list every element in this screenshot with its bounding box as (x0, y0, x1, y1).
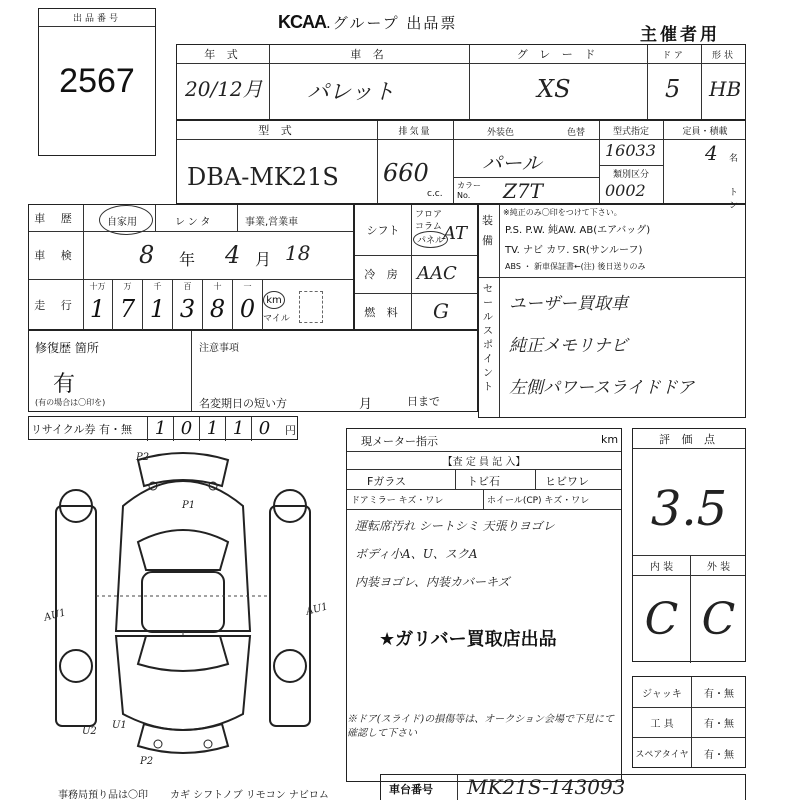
meter-label: 現メーター指示 (361, 435, 438, 448)
class-value: 0002 (605, 181, 646, 200)
ac-label: 冷 房 (364, 268, 402, 281)
mileage-cell (233, 279, 263, 331)
sales-point-2: 純正メモリナビ (509, 336, 628, 356)
organizer-label: 主催者用 (640, 25, 720, 45)
mileage-digit: 1 (89, 295, 106, 323)
recycle-label: リサイクル券 有・無 (31, 423, 132, 436)
mark-au1-left: AU1 (42, 607, 68, 624)
row4-box (28, 330, 478, 412)
hibi-label: ヒビワレ (545, 475, 589, 488)
shaku-month-unit: 月 (255, 250, 272, 269)
shaku-label: 車 検 (34, 249, 78, 262)
recycle-digit: 1 (147, 417, 173, 441)
mileage-cell (173, 279, 203, 331)
exterior-value: C (701, 593, 736, 645)
recycle-unit: 円 (285, 424, 296, 437)
mark-p2-top: P2 (136, 452, 150, 463)
disp-value: 660 (383, 159, 429, 187)
mileage-digit: 1 (149, 295, 166, 323)
mileage-check-box (299, 291, 323, 323)
diagram-front-glass (138, 530, 228, 570)
mileage-unit-label: 一 (243, 282, 252, 291)
sales-point-1: ユーザー買取車 (509, 294, 628, 314)
mileage-unit-label: 十万 (89, 282, 106, 291)
capacity-value: 4 (705, 141, 718, 165)
diagram-rear-glass (138, 636, 228, 671)
fuel-value: G (433, 299, 449, 323)
shift-panel: パネル (413, 231, 448, 248)
recycle-digit: 1 (225, 417, 251, 441)
chassis-box (380, 774, 746, 800)
recycle-box (28, 416, 298, 440)
color-label: 外装色 (487, 128, 515, 138)
tools-value: 有・無 (704, 718, 734, 730)
history-business: 事業,営業車 (245, 217, 299, 228)
held-label: 事務局預り品は〇印 (58, 790, 148, 801)
equip-line1: P.S. P.W. 純AW. AB(エアバッグ) (505, 225, 651, 236)
diagram-wheel-rl (60, 650, 92, 682)
mileage-digit: 0 (239, 295, 256, 323)
rating-value: 3.5 (650, 481, 728, 537)
name-label: 車 名 (350, 48, 388, 61)
row3-right-box (478, 204, 746, 418)
mileage-unit-label: 万 (123, 282, 132, 291)
door-value: 5 (665, 75, 681, 103)
mark-au1-right: AU1 (304, 601, 330, 618)
name-value: パレット (307, 80, 395, 105)
mileage-digit: 7 (119, 295, 136, 323)
mileage-unit-label: 十 (213, 282, 222, 291)
sales-label: セールスポイント (483, 284, 493, 393)
ton-unit: トン (729, 188, 739, 211)
form-title (278, 12, 457, 33)
mileage-unit-label: 千 (153, 282, 162, 291)
mileage-km: km (263, 291, 285, 309)
equip-line2: TV. ナビ カワ. SR(サンルーフ) (505, 245, 643, 256)
repair-label: 修復歴 箇所 (35, 341, 99, 355)
shift-value: AT (443, 223, 468, 244)
equip-line3: ABS ・ 新車保証書←(注) 後日送りのみ (505, 262, 646, 271)
exterior-label: 外 装 (706, 561, 731, 573)
meter-unit: km (601, 433, 619, 446)
title-rest: .グループ 出品票 (326, 14, 458, 32)
meter-box (346, 428, 622, 782)
shaku-year: 8 (139, 241, 155, 269)
frame-note: ※ドア(スライド)の損傷等は、オークション会場で下見にて確認して下さい (347, 714, 615, 739)
capacity-label: 定員・積載 (682, 126, 728, 137)
interior-label: 内 装 (649, 561, 674, 573)
equip-note: ※純正のみ〇印をつけて下さい。 (503, 208, 622, 217)
model-value: DBA-MK21S (187, 163, 339, 191)
remark-2: ボディ小A、U、スクA (355, 547, 478, 561)
spare-value: 有・無 (704, 749, 734, 761)
rating-label: 評 価 点 (633, 429, 745, 449)
remark-1: 運転席汚れ シートシミ 天張りヨゴレ (355, 519, 555, 533)
mileage-cells (83, 279, 263, 331)
disp-unit: c.c. (427, 189, 443, 199)
ac-value: AAC (417, 263, 457, 284)
diagram-body-bottom (116, 636, 250, 730)
gulliver-banner: ★ガリバー買取店出品 (379, 629, 557, 650)
repair-value: 有 (53, 372, 76, 397)
year-value: 20/12月 (185, 77, 263, 101)
color-value: パール (482, 151, 542, 175)
mark-p1-top: P1 (182, 500, 196, 511)
mileage-cell (203, 279, 233, 331)
month-label: 月 (359, 397, 373, 412)
shaku-year-unit: 年 (179, 250, 196, 269)
day-label: 日まで (407, 395, 440, 408)
mileage-digit: 3 (179, 295, 196, 323)
history-private: 自家用 (107, 217, 137, 228)
spare-label: スペアタイヤ (635, 749, 689, 760)
color-no-value: Z7T (503, 179, 543, 203)
recycle-digit: 0 (173, 417, 199, 441)
history-label: 車 歴 (34, 212, 78, 225)
shaku-month: 4 (225, 241, 241, 269)
grade-label: グ レ ー ド (516, 48, 600, 61)
recycle-cells (147, 417, 281, 441)
fglass-label: Fガラス (367, 475, 406, 488)
type-spec-label: 型式指定 (612, 126, 649, 137)
type-spec-value: 16033 (605, 141, 656, 160)
remark-3: 内装ヨゴレ、内装カバーキズ (355, 575, 510, 589)
shift-floor: フロア (415, 210, 443, 220)
chassis-value: MK21S-143093 (467, 775, 626, 799)
jack-value: 有・無 (704, 688, 734, 700)
diagram-wheel-rr (274, 650, 306, 682)
mileage-label: 走 行 (34, 299, 78, 312)
lot-number-label: 出品番号 (39, 9, 155, 27)
door-label: ドア (662, 50, 686, 61)
mark-u1: U1 (112, 720, 127, 731)
equip-label: 装備 (482, 214, 493, 247)
wheel-label: ホイール(CP) キズ・ワレ (487, 496, 590, 506)
grade-value: XS (537, 75, 571, 103)
accessories-box (632, 676, 746, 768)
fuel-label: 燃 料 (364, 306, 402, 319)
recycle-digit: 0 (251, 417, 277, 441)
lot-number-value: 2567 (59, 61, 135, 100)
notes-label: 注意事項 (199, 343, 239, 354)
mileage-mile: マイル (263, 314, 290, 324)
held-items: カギ シフトノブ リモコン ナビロム (170, 790, 329, 801)
inspector-label: 【査 定 員 記 入】 (442, 456, 526, 468)
year-label: 年 式 (204, 48, 242, 61)
interior-value: C (644, 593, 679, 645)
diagram-right-side (270, 506, 310, 726)
model-label: 型 式 (258, 124, 296, 137)
mirror-label: ドアミラー キズ・ワレ (351, 496, 444, 506)
sales-point-3: 左側パワースライドドア (509, 378, 695, 398)
disp-label: 排気量 (398, 126, 432, 137)
recycle-digit: 1 (199, 417, 225, 441)
mark-u2: U2 (82, 726, 97, 737)
tobi-label: トビ石 (467, 475, 500, 488)
color-change-label: 色替 (567, 128, 586, 138)
title-logo: KCAA (278, 12, 326, 32)
mileage-cell (113, 279, 143, 331)
capacity-unit: 名 (729, 154, 739, 164)
shift-label: シフト (366, 224, 400, 237)
shift-column: コラム (415, 222, 442, 232)
diagram-roof (142, 572, 224, 632)
mileage-digit: 8 (209, 295, 226, 323)
short-term-label: 名変期日の短い方 (199, 397, 287, 410)
shape-label: 形状 (711, 50, 736, 61)
tools-label: 工 具 (650, 718, 674, 730)
row3-left-box (28, 204, 354, 330)
row1-box (176, 44, 746, 120)
diagram-rear-bumper (138, 724, 228, 753)
history-rental: レンタ (175, 217, 214, 228)
row2-box (176, 120, 746, 211)
mileage-unit-label: 百 (183, 282, 192, 291)
repair-note: (有の場合は〇印を) (35, 398, 106, 407)
lot-number-box (38, 8, 156, 156)
rating-box (632, 428, 746, 662)
mark-p2-bottom: P2 (140, 756, 154, 767)
chassis-label: 車台番号 (389, 783, 433, 796)
shape-value: HB (709, 77, 742, 101)
class-label: 類別区分 (612, 169, 649, 180)
color-no-label: カラー No. (457, 181, 481, 200)
row3-mid-box (354, 204, 478, 330)
mileage-cell (83, 279, 113, 331)
jack-label: ジャッキ (642, 688, 682, 700)
mileage-cell (143, 279, 173, 331)
shaku-day: 18 (285, 241, 311, 265)
